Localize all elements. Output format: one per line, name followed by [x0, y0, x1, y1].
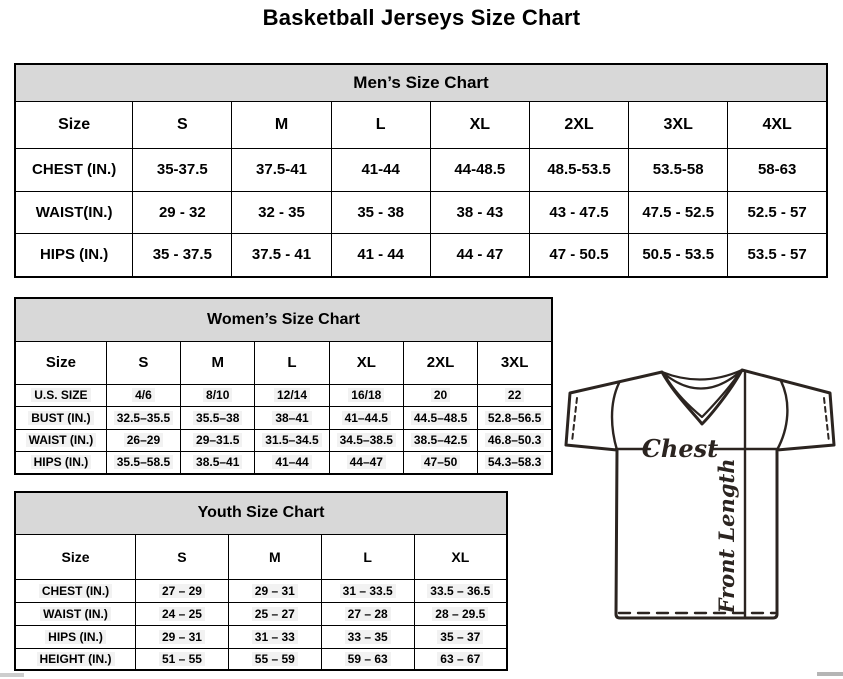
cell: 35.5–58.5: [106, 451, 180, 474]
cell: 28 – 29.5: [414, 602, 507, 625]
table-row: [15, 625, 507, 648]
cell: 54.3–58.3: [478, 451, 552, 474]
column-header: S: [106, 341, 180, 384]
table-row: [15, 602, 507, 625]
front-length-measure-label: Front Length: [714, 458, 739, 614]
column-header: XL: [329, 341, 403, 384]
cell: 52.5 - 57: [728, 191, 827, 233]
cell: 34.5–38.5: [329, 429, 403, 451]
table-row: [15, 148, 827, 191]
cell: 53.5 - 57: [728, 233, 827, 277]
youth-table-title: Youth Size Chart: [15, 492, 507, 534]
cell: 35 - 38: [331, 191, 430, 233]
mens-table-title: Men’s Size Chart: [15, 64, 827, 101]
cell: 53.5-58: [629, 148, 728, 191]
column-header: S: [136, 534, 229, 579]
row-label: HEIGHT (IN.): [15, 648, 136, 670]
cell: 32.5–35.5: [106, 406, 180, 429]
cell: 31 – 33: [228, 625, 321, 648]
cell: 27 – 29: [136, 579, 229, 602]
column-header: Size: [15, 534, 136, 579]
cell: 52.8–56.5: [478, 406, 552, 429]
table-row: [15, 451, 552, 474]
table-row: [15, 648, 507, 670]
cell: 41–44: [255, 451, 329, 474]
column-header: XL: [414, 534, 507, 579]
cell: 59 – 63: [321, 648, 414, 670]
cell: 51 – 55: [136, 648, 229, 670]
cell: 4/6: [106, 384, 180, 406]
cell: 38.5–42.5: [403, 429, 477, 451]
horizontal-scrollbar-fragment[interactable]: [0, 673, 24, 677]
column-header: M: [232, 101, 331, 148]
cell: 35.5–38: [181, 406, 255, 429]
cell: 35 – 37: [414, 625, 507, 648]
mens-size-table: [14, 63, 828, 276]
column-header: Size: [15, 101, 133, 148]
jersey-measurement-diagram-icon: [558, 358, 843, 625]
page-title: Basketball Jerseys Size Chart: [262, 5, 581, 30]
womens-table-title: Women’s Size Chart: [15, 298, 552, 341]
table-row: [15, 579, 507, 602]
cell: 16/18: [329, 384, 403, 406]
cell: 25 – 27: [228, 602, 321, 625]
horizontal-scrollbar-fragment[interactable]: [817, 672, 843, 676]
table-row: [15, 191, 827, 233]
row-label: WAIST (IN.): [15, 429, 106, 451]
cell: 33 – 35: [321, 625, 414, 648]
cell: 24 – 25: [136, 602, 229, 625]
cell: 38 - 43: [430, 191, 529, 233]
cell: 12/14: [255, 384, 329, 406]
table-row: [15, 233, 827, 277]
cell: 43 - 47.5: [529, 191, 628, 233]
row-label: BUST (IN.): [15, 406, 106, 429]
cell: 29 - 32: [133, 191, 232, 233]
youth-size-table: [14, 491, 508, 669]
row-label: CHEST (IN.): [15, 579, 136, 602]
cell: 38–41: [255, 406, 329, 429]
cell: 22: [478, 384, 552, 406]
cell: 46.8–50.3: [478, 429, 552, 451]
cell: 35 - 37.5: [133, 233, 232, 277]
cell: 63 – 67: [414, 648, 507, 670]
column-header: 3XL: [478, 341, 552, 384]
row-label: WAIST (IN.): [15, 602, 136, 625]
cell: 20: [403, 384, 477, 406]
cell: 44–47: [329, 451, 403, 474]
column-header: 2XL: [529, 101, 628, 148]
cell: 31 – 33.5: [321, 579, 414, 602]
cell: 47.5 - 52.5: [629, 191, 728, 233]
row-label: HIPS (IN.): [15, 625, 136, 648]
cell: 55 – 59: [228, 648, 321, 670]
cell: 8/10: [181, 384, 255, 406]
table-row: [15, 429, 552, 451]
cell: 41–44.5: [329, 406, 403, 429]
cell: 41-44: [331, 148, 430, 191]
column-header: 4XL: [728, 101, 827, 148]
cell: 50.5 - 53.5: [629, 233, 728, 277]
table-row: [15, 384, 552, 406]
row-label: HIPS (IN.): [15, 233, 133, 277]
cell: 29–31.5: [181, 429, 255, 451]
cell: 32 - 35: [232, 191, 331, 233]
cell: 35-37.5: [133, 148, 232, 191]
cell: 44 - 47: [430, 233, 529, 277]
cell: 27 – 28: [321, 602, 414, 625]
table-row: [15, 406, 552, 429]
row-label: U.S. SIZE: [15, 384, 106, 406]
cell: 47 - 50.5: [529, 233, 628, 277]
column-header: 3XL: [629, 101, 728, 148]
cell: 33.5 – 36.5: [414, 579, 507, 602]
cell: 37.5 - 41: [232, 233, 331, 277]
column-header: S: [133, 101, 232, 148]
column-header: Size: [15, 341, 106, 384]
cell: 29 – 31: [228, 579, 321, 602]
cell: 44-48.5: [430, 148, 529, 191]
column-header: 2XL: [403, 341, 477, 384]
cell: 31.5–34.5: [255, 429, 329, 451]
cell: 58-63: [728, 148, 827, 191]
column-header: XL: [430, 101, 529, 148]
row-label: CHEST (IN.): [15, 148, 133, 191]
row-label: WAIST(IN.): [15, 191, 133, 233]
womens-size-table: [14, 297, 553, 473]
cell: 44.5–48.5: [403, 406, 477, 429]
cell: 38.5–41: [181, 451, 255, 474]
column-header: L: [321, 534, 414, 579]
cell: 26–29: [106, 429, 180, 451]
row-label: HIPS (IN.): [15, 451, 106, 474]
column-header: L: [255, 341, 329, 384]
cell: 29 – 31: [136, 625, 229, 648]
column-header: M: [181, 341, 255, 384]
cell: 47–50: [403, 451, 477, 474]
column-header: L: [331, 101, 430, 148]
cell: 37.5-41: [232, 148, 331, 191]
cell: 41 - 44: [331, 233, 430, 277]
cell: 48.5-53.5: [529, 148, 628, 191]
chest-measure-label: Chest: [641, 434, 719, 463]
column-header: M: [228, 534, 321, 579]
